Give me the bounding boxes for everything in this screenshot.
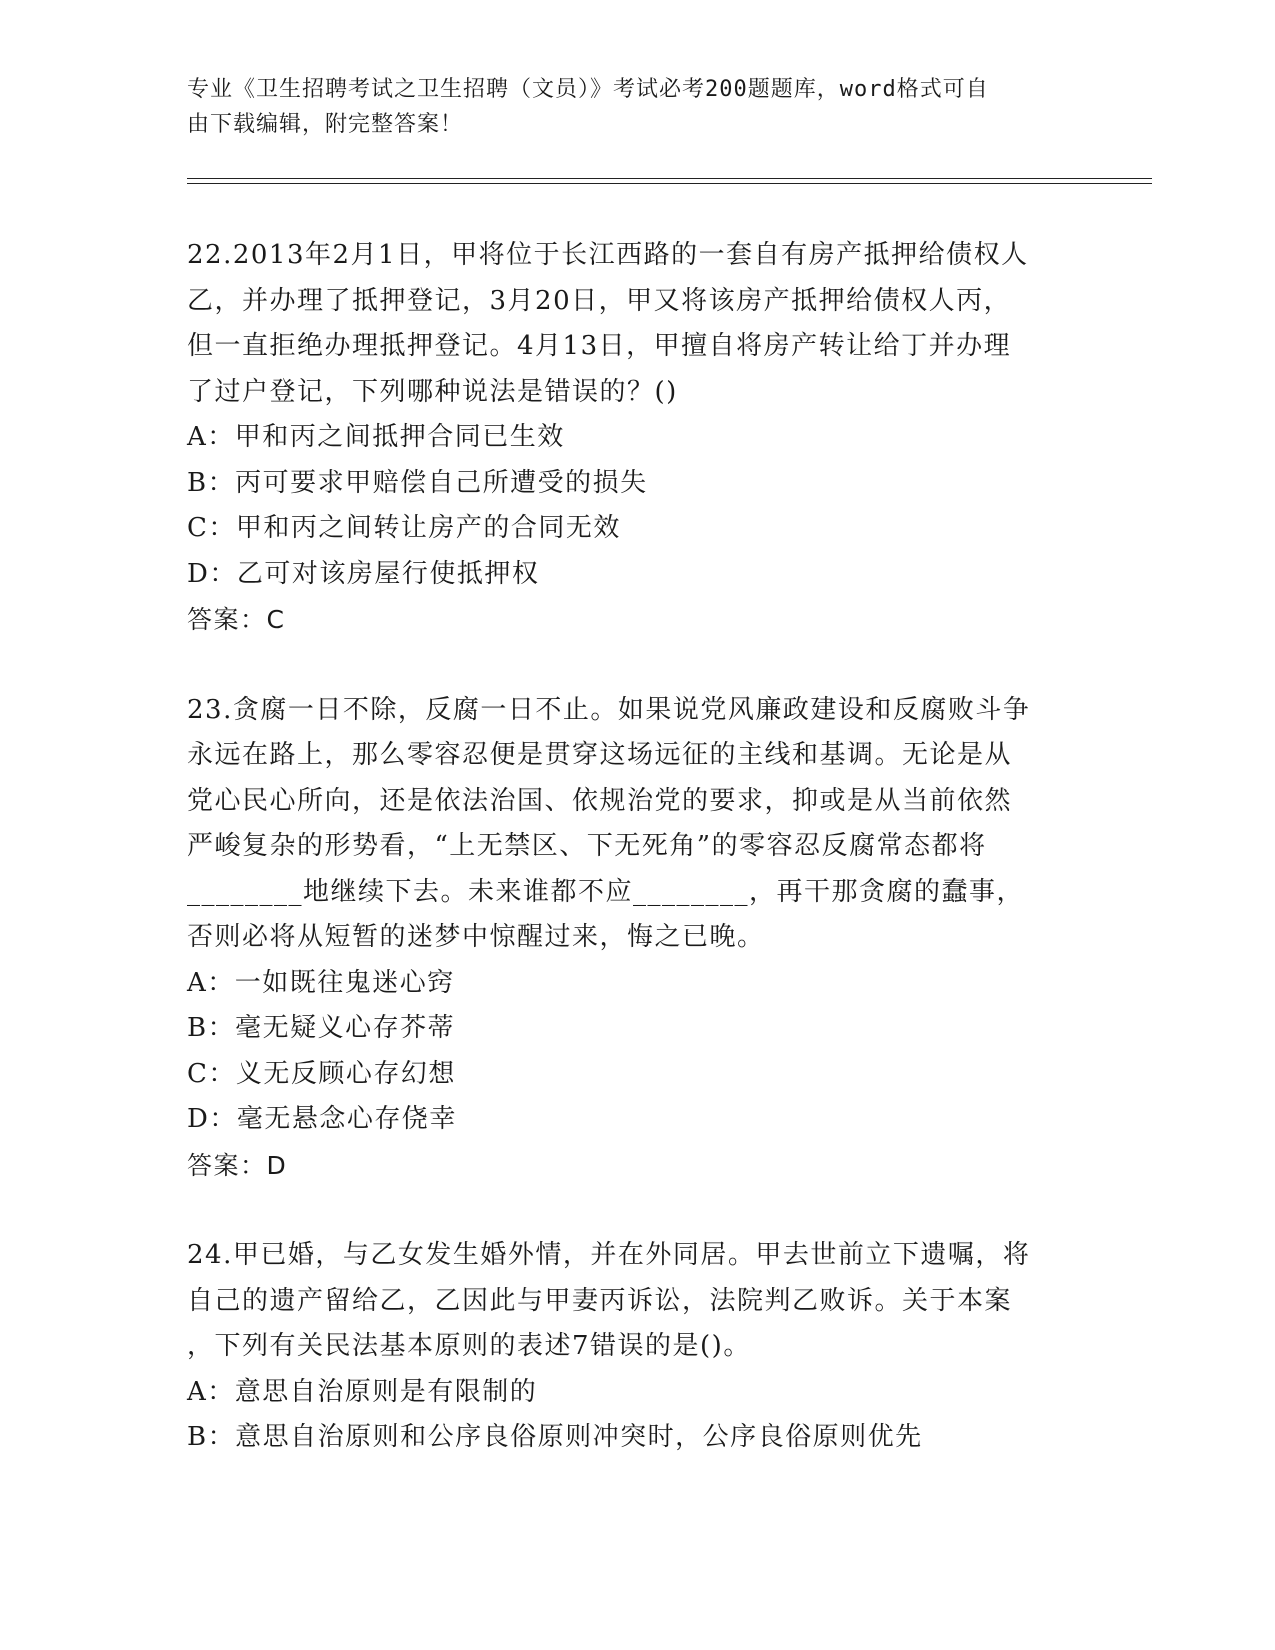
question-text-line: 23.贪腐一日不除，反腐一日不止。如果说党风廉政建设和反腐败斗争 <box>187 694 1031 725</box>
question-list <box>187 233 1127 1461</box>
option-a: A：一如既往鬼迷心窍 <box>187 967 455 998</box>
header-line-1: 专业《卫生招聘考试之卫生招聘（文员）》考试必考200题题库，word格式可自 <box>187 77 989 102</box>
option-c: C：甲和丙之间转让房产的合同无效 <box>187 513 621 543</box>
option-b: B：毫无疑义心存芥蒂 <box>187 1013 456 1043</box>
question-text-line: 22.2013年2月1日，甲将位于长江西路的一套自有房产抵押给债权人 <box>187 240 1029 270</box>
header-line-2: 由下载编辑，附完整答案！ <box>187 112 464 137</box>
question-text-line: 永远在路上，那么零容忍便是贯穿这场远征的主线和基调。无论是从 <box>187 740 1013 770</box>
question-text-line: 自己的遗产留给乙，乙因此与甲妻丙诉讼，法院判乙败诉。关于本案 <box>187 1285 1013 1316</box>
question-text-line: 乙，并办理了抵押登记，3月20日，甲又将该房产抵押给债权人丙， <box>187 285 1012 316</box>
option-d: D：乙可对该房屋行使抵押权 <box>187 558 540 589</box>
question-text-line: 否则必将从短暂的迷梦中惊醒过来，悔之已晚。 <box>187 922 765 952</box>
option-d: D：毫无悬念心存侥幸 <box>187 1104 457 1134</box>
answer-label: 答案：C <box>187 605 286 634</box>
question-text-line: 24.甲已婚，与乙女发生婚外情，并在外同居。甲去世前立下遗嘱，将 <box>187 1240 1031 1270</box>
question-text-line: 了过户登记，下列哪种说法是错误的？() <box>187 376 678 407</box>
question-24 <box>187 1233 1127 1461</box>
answer-label: 答案：D <box>187 1150 288 1180</box>
question-text-line: ________地继续下去。未来谁都不应________，再干那贪腐的蠢事， <box>187 876 1025 907</box>
document-header <box>187 72 1087 142</box>
option-a: A：意思自治原则是有限制的 <box>187 1376 538 1407</box>
option-c: C：义无反顾心存幻想 <box>187 1058 456 1089</box>
question-text-line: 但一直拒绝办理抵押登记。4月13日，甲擅自将房产转让给丁并办理 <box>187 331 1012 361</box>
header-divider-top <box>187 178 1152 179</box>
question-text-line: ，下列有关民法基本原则的表述7错误的是()。 <box>187 1331 751 1361</box>
question-text-line: 严峻复杂的形势看，“上无禁区、下无死角”的零容忍反腐常态都将 <box>187 831 987 861</box>
question-text-line: 党心民心所向，还是依法治国、依规治党的要求，抑或是从当前依然 <box>187 785 1013 816</box>
option-a: A：甲和丙之间抵押合同已生效 <box>187 422 565 452</box>
option-b: B：丙可要求甲赔偿自己所遭受的损失 <box>187 467 648 498</box>
header-divider-bottom <box>187 183 1152 184</box>
option-b: B：意思自治原则和公序良俗原则冲突时，公序良俗原则优先 <box>187 1422 923 1452</box>
question-23 <box>187 688 1127 1189</box>
question-22 <box>187 233 1127 643</box>
